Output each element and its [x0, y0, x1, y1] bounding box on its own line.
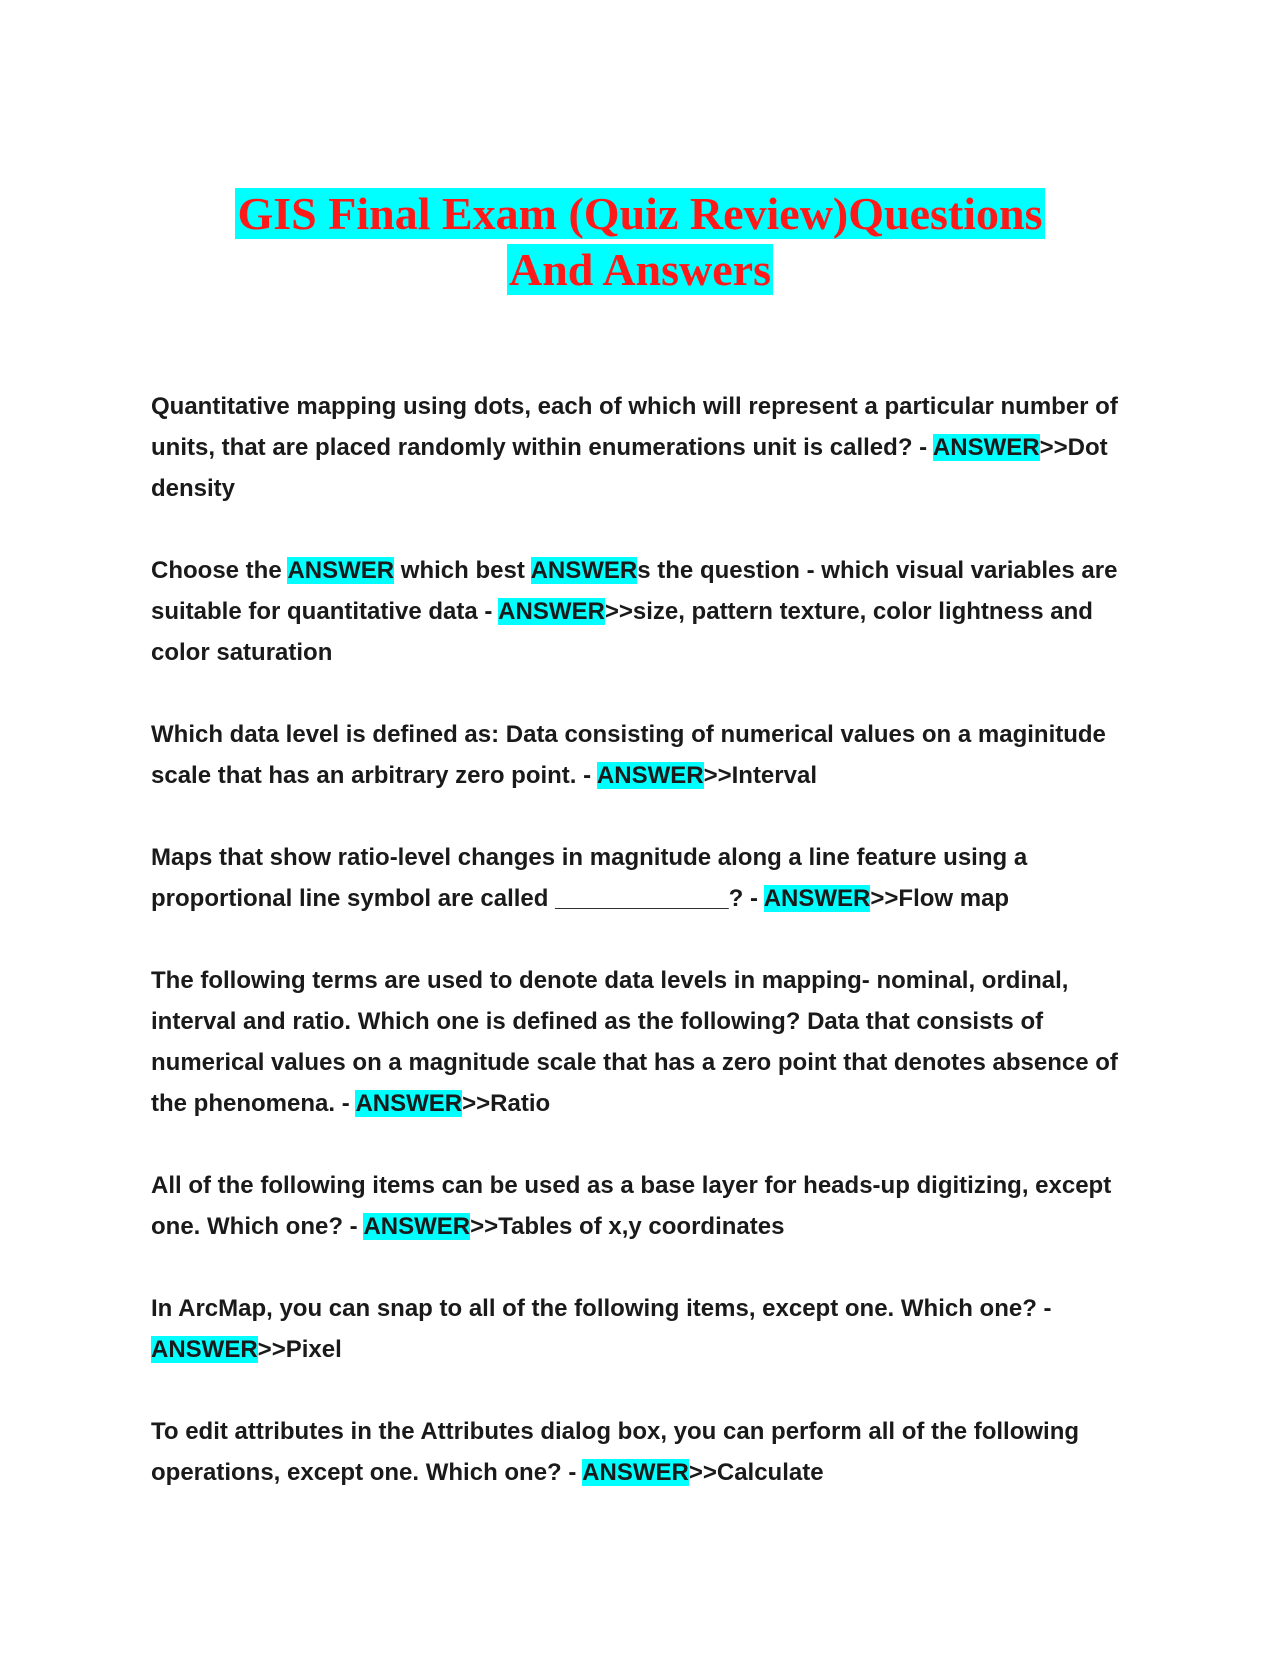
qa-item — [151, 386, 1131, 509]
title-line-2: And Answers — [508, 244, 771, 295]
qa-item — [151, 1288, 1131, 1370]
answer-highlight: ANSWER — [151, 1336, 258, 1363]
answer-highlight: ANSWER — [596, 762, 704, 789]
qa-text: s the question - which visual variables are suitable for quantitative data - — [151, 557, 1118, 625]
qa-list — [151, 386, 1131, 1534]
qa-text: Quantitative mapping using dots, each of which will represent a particular number of units, that are placed randomly within enumerations unit is called? - — [151, 393, 1118, 461]
qa-text: >>Pixel — [257, 1336, 342, 1363]
qa-text: Which data level is defined as: Data consisting of numerical values on a maginitude scale that has an arbitrary zero point. - — [151, 721, 1106, 789]
answer-highlight: ANSWER — [582, 1459, 689, 1486]
qa-text: >>Flow map — [870, 885, 1010, 912]
qa-text: All of the following items can be used as a base layer for heads-up digitizing, except one. Which one? - — [151, 1172, 1112, 1240]
qa-item — [151, 1165, 1131, 1247]
qa-text: >>Ratio — [462, 1090, 551, 1117]
qa-text: To edit attributes in the Attributes dialog box, you can perform all of the following operations, except one. Which one? - — [151, 1418, 1080, 1486]
qa-text: >>Dot density — [151, 434, 1108, 502]
qa-item — [151, 837, 1131, 919]
answer-highlight: ANSWER — [763, 885, 871, 912]
qa-item — [151, 714, 1131, 796]
qa-item — [151, 1411, 1131, 1493]
answer-highlight: ANSWER — [932, 434, 1040, 461]
qa-text: >>Calculate — [688, 1459, 824, 1486]
answer-highlight: ANSWER — [363, 1213, 471, 1240]
qa-text: Maps that show ratio-level changes in magnitude along a line feature using a proportional line symbol are called _____________? - — [151, 844, 1028, 912]
qa-text: Choose the — [151, 557, 288, 584]
qa-text: >>Interval — [703, 762, 817, 789]
answer-highlight: ANSWER — [530, 557, 638, 584]
qa-text: >>Tables of x,y coordinates — [470, 1213, 785, 1240]
qa-text: The following terms are used to denote data levels in mapping- nominal, ordinal, interval and ratio. Which one is defined as the following? Data that consists of numerical values on a magnitude scale that has a zero point that denotes absence of the phenomena. - — [151, 967, 1118, 1117]
answer-highlight: ANSWER — [498, 598, 605, 625]
qa-item — [151, 550, 1131, 673]
qa-text: >>size, pattern texture, color lightness and color saturation — [151, 598, 1093, 666]
qa-text: which best — [394, 557, 531, 584]
page-title — [150, 186, 1130, 298]
qa-item — [151, 960, 1131, 1124]
answer-highlight: ANSWER — [355, 1090, 463, 1117]
answer-highlight: ANSWER — [287, 557, 395, 584]
title-line-1: GIS Final Exam (Quiz Review)Questions — [237, 188, 1043, 239]
qa-text: In ArcMap, you can snap to all of the following items, except one. Which one? - — [151, 1295, 1052, 1322]
